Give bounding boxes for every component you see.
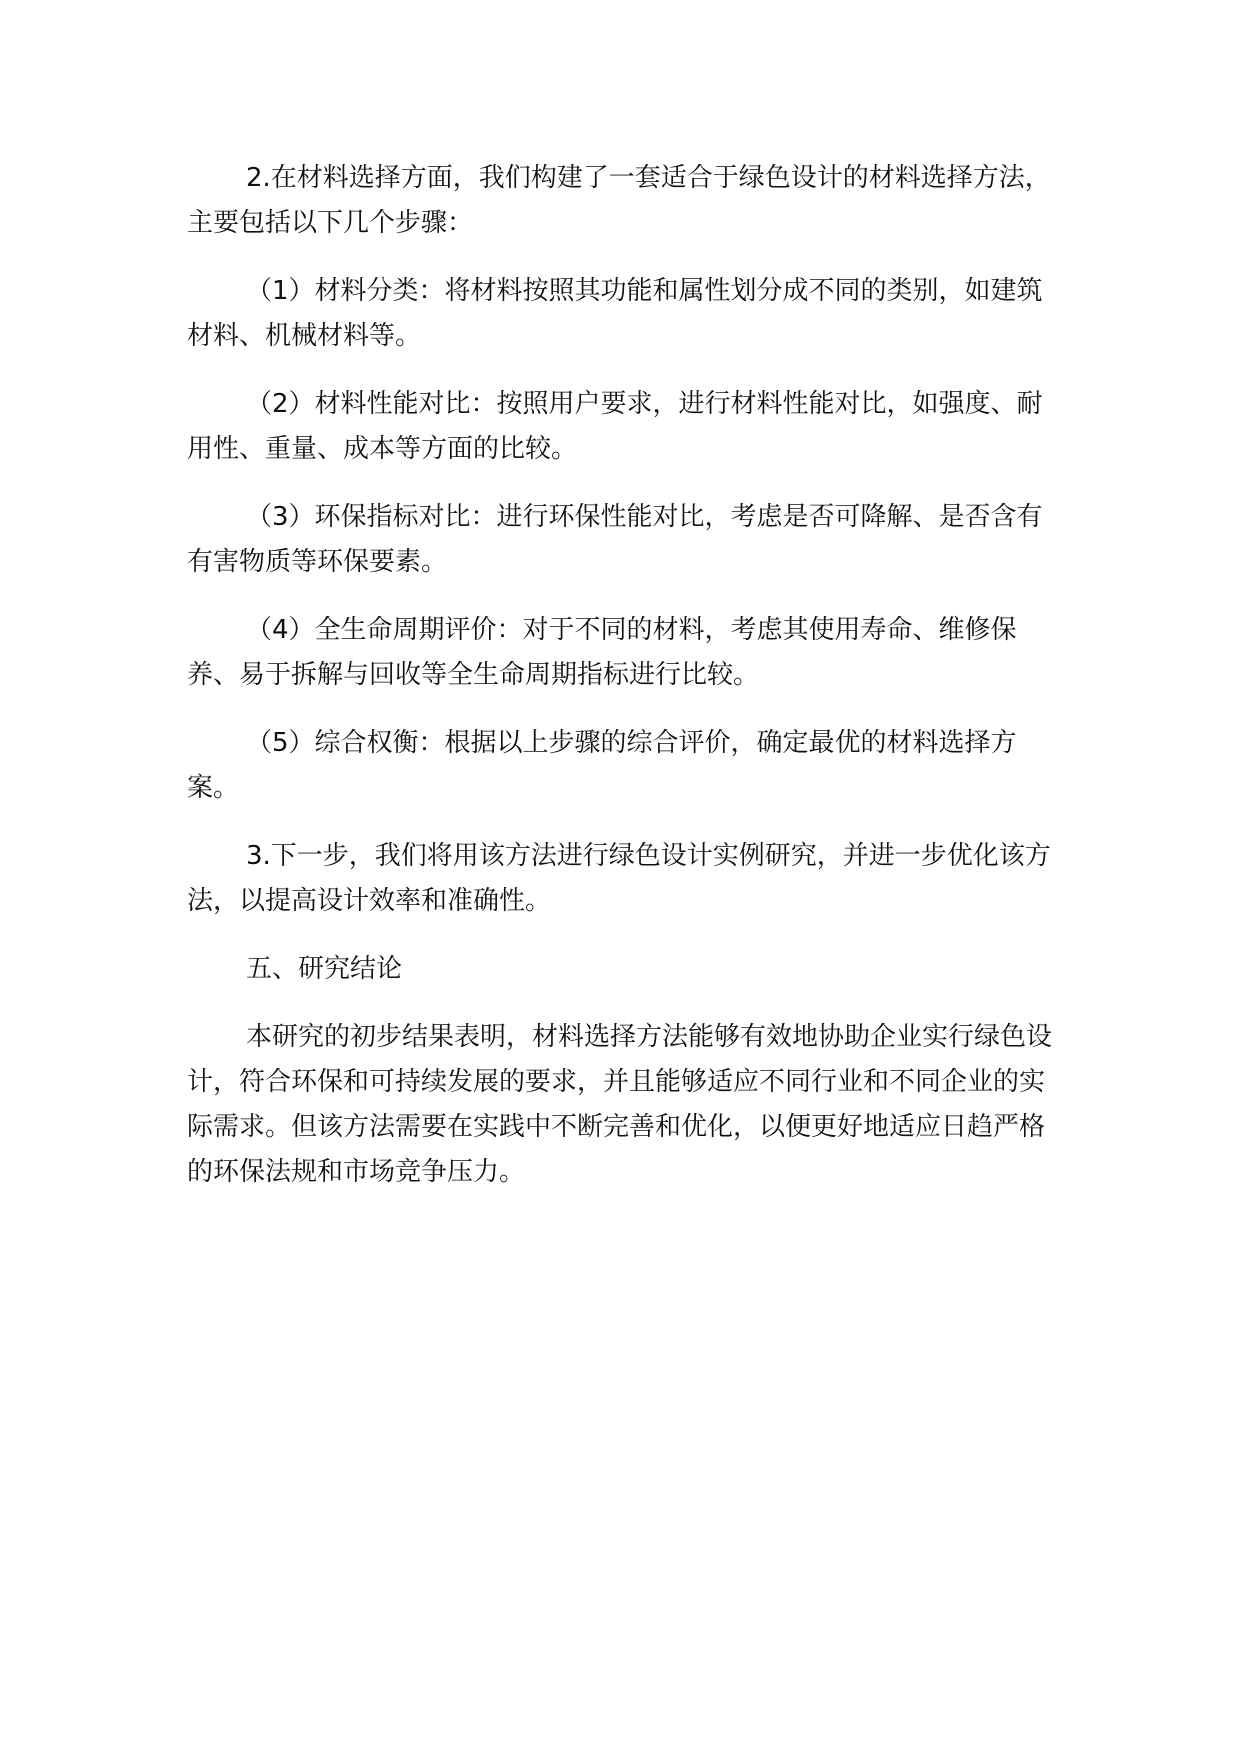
section-heading-conclusion: 五、研究结论 [246, 954, 403, 984]
paragraph-step-1: （1）材料分类：将材料按照其功能和属性划分成不同的类别，如建筑材料、机械材料等。 [187, 276, 1043, 351]
paragraph-step-3: （3）环保指标对比：进行环保性能对比，考虑是否可降解、是否含有有害物质等环保要素。 [187, 502, 1043, 577]
paragraph-material-method: 2.在材料选择方面，我们构建了一套适合于绿色设计的材料选择方法，主要包括以下几个步骤： [187, 163, 1051, 238]
paragraph-step-2: （2）材料性能对比：按照用户要求，进行材料性能对比，如强度、耐用性、重量、成本等方面的比较。 [187, 389, 1043, 464]
paragraph-step-5: （5）综合权衡：根据以上步骤的综合评价，确定最优的材料选择方案。 [187, 728, 1017, 803]
paragraph-conclusion: 本研究的初步结果表明，材料选择方法能够有效地协助企业实行绿色设计，符合环保和可持续发展的要求，并且能够适应不同行业和不同企业的实际需求。但该方法需要在实践中不断完善和优化，以便更好地适应日趋严格的环保法规和市场竞争压力。 [187, 1022, 1053, 1187]
paragraph-step-4: （4）全生命周期评价：对于不同的材料，考虑其使用寿命、维修保养、易于拆解与回收等全生命周期指标进行比较。 [187, 615, 1017, 690]
paragraph-next-step: 3.下一步，我们将用该方法进行绿色设计实例研究，并进一步优化该方法，以提高设计效率和准确性。 [187, 841, 1051, 916]
document-body [187, 156, 1053, 1218]
